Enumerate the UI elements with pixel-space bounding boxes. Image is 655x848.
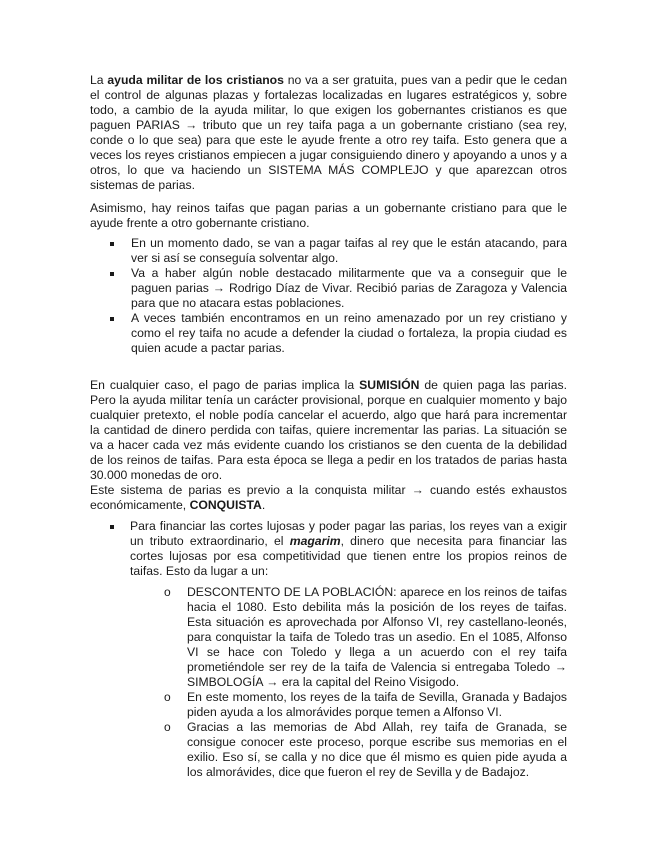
text-run: , dinero que necesita para financiar las cortes lujosas por esa competitividad que tienen entre los propios reinos de taifas. Esto da lugar a un: xyxy=(130,534,567,578)
text-run: Este sistema de parias es previo a la conquista militar → cuando estés exhaustos económicamente, xyxy=(90,483,567,512)
emphasis-text xyxy=(290,534,341,548)
list-item xyxy=(90,236,567,266)
text-run: no va a ser gratuita, pues van a pedir que le cedan el control de algunas plazas y fortalezas localizadas en lugares estratégicos y, sobre todo, a cambio de la ayuda militar, lo que exigen los gobernantes cristianos es que paguen PARIAS → tributo que un rey taifa paga a un gobernante cristiano (sea rey, conde o lo que sea) para que este le ayude frente a otro rey taifa. Esto genera que a veces los reyes cristianos empiecen a jugar consiguiendo dinero y apoyando a unos y a otros, lo que va haciendo un SISTEMA MÁS COMPLEJO y que aparezcan otros sistemas de parias. xyxy=(90,73,567,192)
paragraph-conquista xyxy=(90,483,567,513)
bullet-list-parias xyxy=(90,236,567,356)
paragraph-ayuda-militar xyxy=(90,73,567,193)
text-run: En cualquier caso, el pago de parias implica la xyxy=(90,378,360,392)
emphasis-text: CONQUISTA xyxy=(189,498,262,512)
bullet-list-magarim xyxy=(90,519,567,579)
list-item xyxy=(166,690,567,720)
list-item xyxy=(166,720,567,780)
emphasis-text: SUMISIÓN xyxy=(359,378,420,392)
sub-list-consecuencias xyxy=(90,585,567,780)
text-run: Asimismo, hay reinos taifas que pagan parias a un gobernante cristiano para que le ayude frente a otro gobernante cristiano. xyxy=(90,201,567,230)
text-run: En un momento dado, se van a pagar taifas al rey que le están atacando, para ver si así se conseguía solventar algo. xyxy=(131,236,567,265)
text-run: A veces también encontramos en un reino amenazado por un rey cristiano y como el rey taifa no acude a defender la ciudad o fortaleza, la propia ciudad es quien acude a pactar parias. xyxy=(131,311,567,355)
text-run: Gracias a las memorias de Abd Allah, rey taifa de Granada, se consigue conocer este proceso, porque escribe sus memorias en el exilio. Eso sí, se calla y no dice que él mismo es quien pide ayuda a los almorávides, dice que fueron el rey de Sevilla y de Badajoz. xyxy=(187,720,567,779)
list-item xyxy=(90,311,567,356)
text-run: Va a haber algún noble destacado militarmente que va a conseguir que le paguen parias → Rodrigo Díaz de Vivar. Recibió parias de Zaragoza y Valencia para que no atacara estas poblaciones. xyxy=(131,266,567,310)
text-run: DESCONTENTO DE LA POBLACIÓN: aparece en los reinos de taifas hacia el 1080. Esto debilita más la posición de los reyes de taifas. Esta situación es aprovechada por Alfonso VI, rey castellano-leonés, para conquistar la taifa de Toledo tras un asedio. En el 1085, Alfonso VI se hace con Toledo y llega a un acuerdo con el rey taifa prometiéndole ser rey de la taifa de Valencia si entregaba Toledo → SIMBOLOGÍA → era la capital del Reino Visigodo. xyxy=(187,585,567,689)
list-item xyxy=(90,519,567,579)
list-item xyxy=(166,585,567,690)
text-run: de quien paga las parias. Pero la ayuda militar tenía un carácter provisional, porque en cualquier momento y bajo cualquier pretexto, el noble podía cancelar el acuerdo, algo que hará para incrementar la cantidad de dinero perdida con taifas, quiere incrementar las parias. La situación se va a hacer cada vez más evidente cuando los cristianos se den cuenta de la debilidad de los reinos de taifas. Para esta época se llega a pedir en los tratados de parias hasta 30.000 monedas de oro. xyxy=(90,378,567,482)
paragraph-sumision xyxy=(90,378,567,483)
document-body xyxy=(90,73,567,780)
text-run: . xyxy=(261,498,266,512)
text-run: En este momento, los reyes de la taifa de Sevilla, Granada y Badajos piden ayuda a los almorávides porque temen a Alfonso VI. xyxy=(187,690,567,719)
paragraph-asimismo xyxy=(90,201,567,231)
emphasis-text: ayuda militar de los cristianos xyxy=(107,73,284,87)
list-item xyxy=(90,266,567,311)
text-run: La xyxy=(90,73,108,87)
text-run: Para financiar las cortes lujosas y poder pagar las parias, los reyes van a exigir un tributo extraordinario, el xyxy=(130,519,567,548)
emphasis-text: magarim xyxy=(289,534,341,548)
